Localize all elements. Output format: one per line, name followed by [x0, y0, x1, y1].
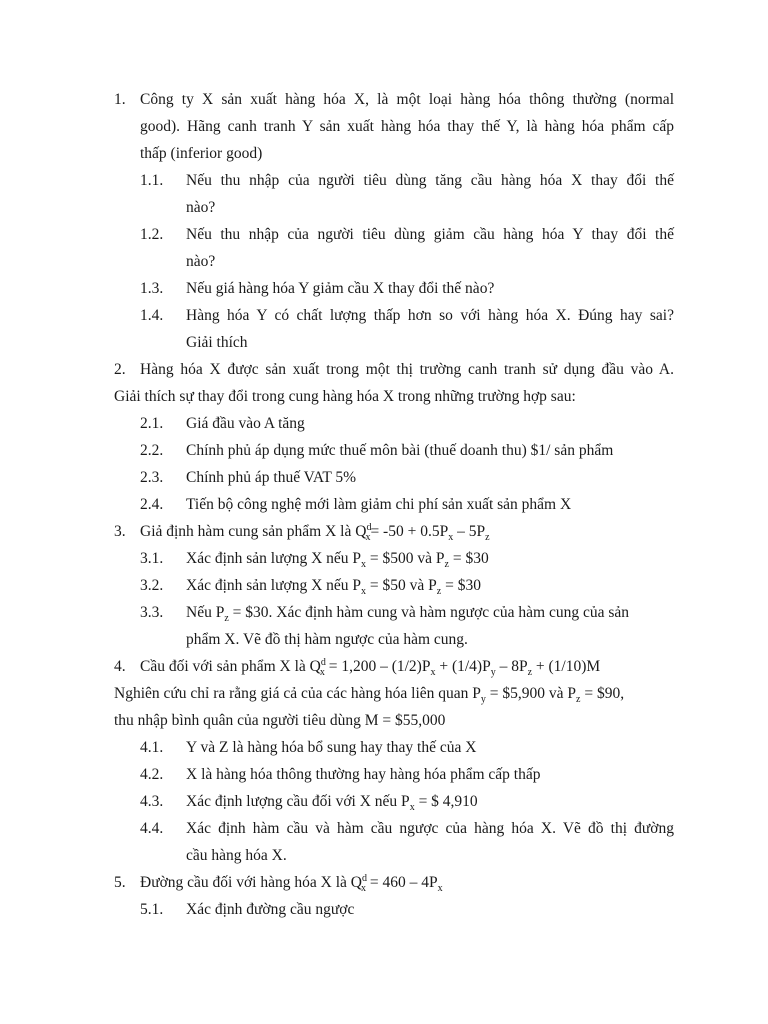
text-line: Xác định sản lượng X nếu $P_x$ = $50 và $P_z$ = $30 — [186, 577, 481, 598]
text-line: Xác định hàm cầu và hàm cầu ngược của hàng hóa X. Vẽ đồ thị đường — [186, 820, 674, 837]
text-line: Y và Z là hàng hóa bổ sung hay thay thế của X — [186, 739, 477, 756]
text-line: Chính phủ áp dụng mức thuế môn bài (thuế doanh thu) $1/ sản phẩm — [186, 442, 614, 459]
text-line: Giải thích sự thay đổi trong cung hàng hóa X trong những trường hợp sau: — [114, 388, 576, 405]
text-line: Nếu $P_z$ = $30. Xác định hàm cung và hàm ngược của hàm cung của sản — [186, 604, 630, 625]
demand-function: Đường cầu đối với hàng hóa X là $Q^d_x = 460 - 4P_x$ — [140, 872, 443, 895]
text-line: nào? — [186, 199, 216, 216]
sub-number: 3.2. — [140, 577, 164, 594]
sub-number: 1.2. — [140, 226, 164, 243]
sub-number: 4.4. — [140, 820, 164, 837]
text-line: Chính phủ áp thuế VAT 5% — [186, 469, 357, 486]
text-line: phẩm X. Vẽ đồ thị hàm ngược của hàm cung. — [186, 631, 468, 648]
question-number: 1. — [114, 91, 126, 108]
question-text — [140, 86, 674, 167]
text-line: thu nhập bình quân của người tiêu dùng M = $55,000 — [114, 712, 446, 729]
text-line: Xác định sản lượng X nếu $P_x$ = $500 và $P_z$ = $30 — [186, 550, 489, 571]
sub-number: 3.3. — [140, 604, 164, 621]
text-line: Hàng hóa X được sản xuất trong một thị trường canh tranh sử dụng đầu vào A. — [140, 361, 674, 378]
text-line: cầu hàng hóa X. — [186, 847, 287, 864]
question-text — [114, 356, 674, 410]
demand-function: Cầu đối với sản phẩm X là $Q^d_x = 1,200 - (1/2)P_x + (1/4)P_y - 8P_z + (1/10)M$ — [140, 656, 601, 679]
text-line: good). Hãng canh tranh Y sản xuất hàng hóa thay thế Y, là hàng hóa phẩm cấp — [140, 118, 674, 135]
sub-number: 2.3. — [140, 469, 164, 486]
text-line: Xác định đường cầu ngược — [186, 901, 355, 918]
sub-number: 2.1. — [140, 415, 164, 432]
text-line: Nếu thu nhập của người tiêu dùng giảm cầu hàng hóa Y thay đổi thế — [186, 226, 674, 243]
text-line: Nếu thu nhập của người tiêu dùng tăng cầu hàng hóa X thay đổi thế — [186, 172, 674, 189]
text-line: Hàng hóa Y có chất lượng thấp hơn so với hàng hóa X. Đúng hay sai? — [186, 307, 674, 324]
text-line: thấp (inferior good) — [140, 145, 263, 162]
text-line: Tiến bộ công nghệ mới làm giảm chi phí sản xuất sản phẩm X — [186, 496, 572, 513]
sub-number: 4.1. — [140, 739, 164, 756]
supply-function: Giả định hàm cung sản phẩm X là $Q^d_x= -50 + 0.5P_x - 5P_z$ — [140, 521, 490, 544]
text-line: Nếu giá hàng hóa Y giảm cầu X thay đổi thế nào? — [186, 280, 495, 297]
sub-number: 2.2. — [140, 442, 164, 459]
sub-number: 4.3. — [140, 793, 164, 810]
sub-number: 4.2. — [140, 766, 164, 783]
text-line: Nghiên cứu chỉ ra rằng giá cả của các hàng hóa liên quan $P_y$ = $5,900 và $P_z$ = $90, — [114, 685, 625, 706]
text-line: Giải thích — [186, 334, 248, 351]
sub-number: 1.1. — [140, 172, 164, 189]
text-line: nào? — [186, 253, 216, 270]
sub-number: 2.4. — [140, 496, 164, 513]
text-line: X là hàng hóa thông thường hay hàng hóa phẩm cấp thấp — [186, 766, 541, 783]
sub-number: 1.3. — [140, 280, 164, 297]
text-line: Xác định lượng cầu đối với X nếu $P_x$ = $ 4,910 — [186, 793, 478, 814]
question-number: 2. — [114, 361, 126, 378]
text-line: Công ty X sản xuất hàng hóa X, là một loại hàng hóa thông thường (normal — [140, 91, 674, 108]
sub-number: 3.1. — [140, 550, 164, 567]
question-number: 3. — [114, 523, 126, 540]
text-line: Giá đầu vào A tăng — [186, 415, 305, 432]
question-number: 5. — [114, 874, 126, 891]
sub-number: 5.1. — [140, 901, 164, 918]
sub-number: 1.4. — [140, 307, 164, 324]
question-number: 4. — [114, 658, 126, 675]
